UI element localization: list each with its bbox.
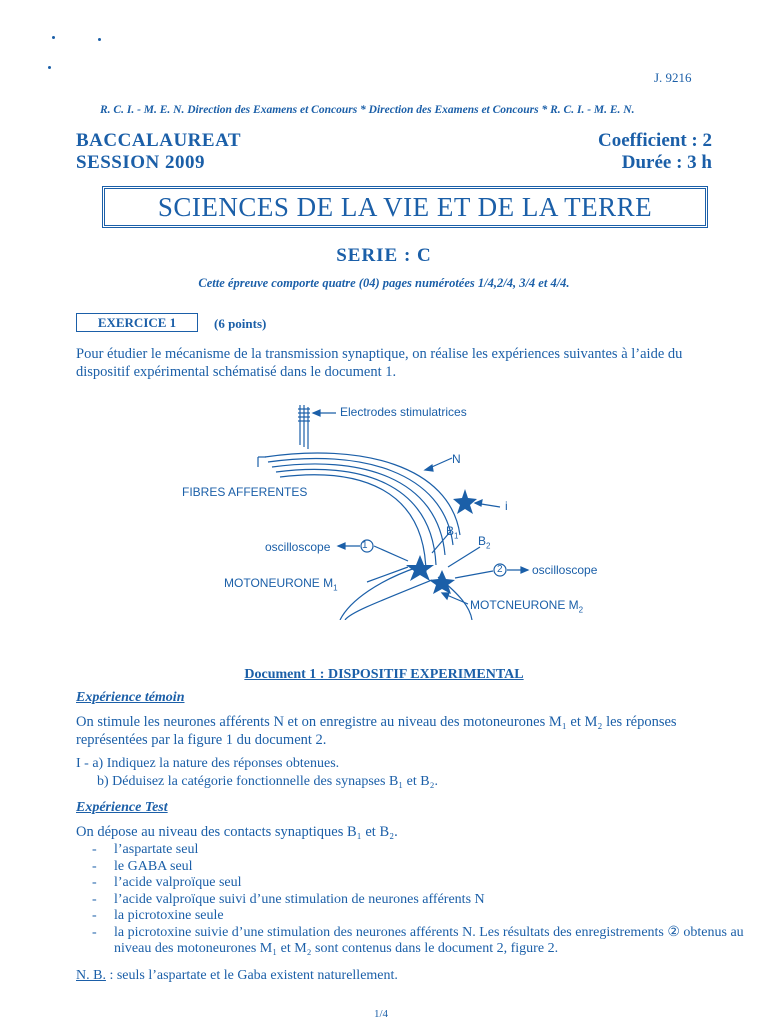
circled-number-1: 1	[362, 540, 368, 551]
coefficient: Coefficient : 2	[598, 130, 712, 151]
document-1-title: Document 1 : DISPOSITIF EXPERIMENTAL	[244, 667, 524, 682]
speck	[52, 36, 55, 39]
motoneuron-m2-star	[429, 570, 455, 594]
exam-name-block	[76, 130, 241, 174]
exercise-points: (6 points)	[214, 316, 267, 331]
coefficient-block	[560, 130, 712, 174]
exercise-label: EXERCICE 1	[76, 313, 198, 332]
circled-number-2: 2	[497, 564, 503, 575]
question-a: I - a) Indiquez la nature des réponses obtenues.	[76, 756, 340, 771]
page-number: 1/4	[374, 1008, 389, 1020]
nota-bene	[76, 968, 398, 984]
speck	[48, 66, 51, 69]
heading-experience-test: Expérience Test	[76, 800, 168, 815]
label-b1: $B_1$	[446, 524, 459, 541]
heading-experience-temoin: Expérience témoin	[76, 690, 185, 705]
list-item: - l’acide valproïque suivi d’une stimulation de neurones afférents N	[76, 892, 756, 909]
label-i: i	[505, 499, 508, 513]
experience-test-intro: On dépose au niveau des contacts synaptiques B₁ et B₂.	[76, 824, 398, 840]
subject-title: SCIENCES DE LA VIE ET DE LA TERRE	[102, 186, 708, 228]
afferent-fiber	[268, 458, 453, 545]
question-b: b) Déduisez la catégorie fonctionnelle des synapses B₁ et B₂.	[97, 774, 438, 789]
label-motoneurone-m1: MOTONEURONE $M_1$	[224, 576, 338, 593]
duree: Durée : 3 h	[621, 152, 712, 173]
session: SESSION 2009	[76, 152, 206, 173]
list-item: - le GABA seul	[76, 859, 756, 876]
page-count-note: Cette épreuve comporte quatre (04) pages numérotées 1/4,2/4, 3/4 et 4/4.	[198, 276, 570, 290]
label-oscilloscope-2: oscilloscope	[532, 563, 598, 577]
label-fibres: FIBRES AFFERENTES	[182, 485, 308, 499]
interneuron-star	[453, 489, 477, 514]
speck	[98, 38, 101, 41]
document-code: J. 9216	[654, 70, 692, 85]
list-item: - l’acide valproïque seul	[76, 875, 756, 892]
motoneuron-m1-star	[406, 555, 434, 581]
nota-bene-key: N. B.	[76, 968, 106, 983]
nota-bene-text: : seuls l’aspartate et le Gaba existent naturellement.	[105, 968, 398, 983]
label-oscilloscope-1: oscilloscope	[265, 540, 331, 554]
exam-name: BACCALAUREAT	[76, 130, 242, 151]
list-item: - la picrotoxine seule	[76, 908, 756, 925]
experience-test-list	[76, 842, 756, 958]
header-line: R. C. I. - M. E. N. Direction des Examens et Concours * Direction des Examens et Concours * R. C. I. - M. E. N.	[100, 104, 635, 116]
serie: SERIE : C	[336, 245, 432, 266]
label-n: N	[452, 452, 461, 466]
list-item: - l’aspartate seul	[76, 842, 756, 859]
label-motoneurone-m2: MOTCNEURONE $M_2$	[470, 598, 584, 615]
label-electrodes: Electrodes stimulatrices	[340, 405, 467, 419]
experience-temoin-text: On stimule les neurones afférents N et on enregistre au niveau des motoneurones M₁ et M₂ les réponses représentées par la figure 1 du document 2.	[76, 714, 677, 748]
list-item: - la picrotoxine suivie d’une stimulation des neurones afférents N. Les résultats des enregistrements ② obtenus au niveau des motoneurones M₁ et M₂ sont contenus dans le document 2, figure 2.	[76, 925, 756, 958]
exercise-intro: Pour étudier le mécanisme de la transmission synaptique, on réalise les expériences suivantes à l’aide du dispositif expérimental schématisé dans le document 1.	[76, 346, 683, 380]
label-b2: $B_2$	[478, 534, 491, 551]
